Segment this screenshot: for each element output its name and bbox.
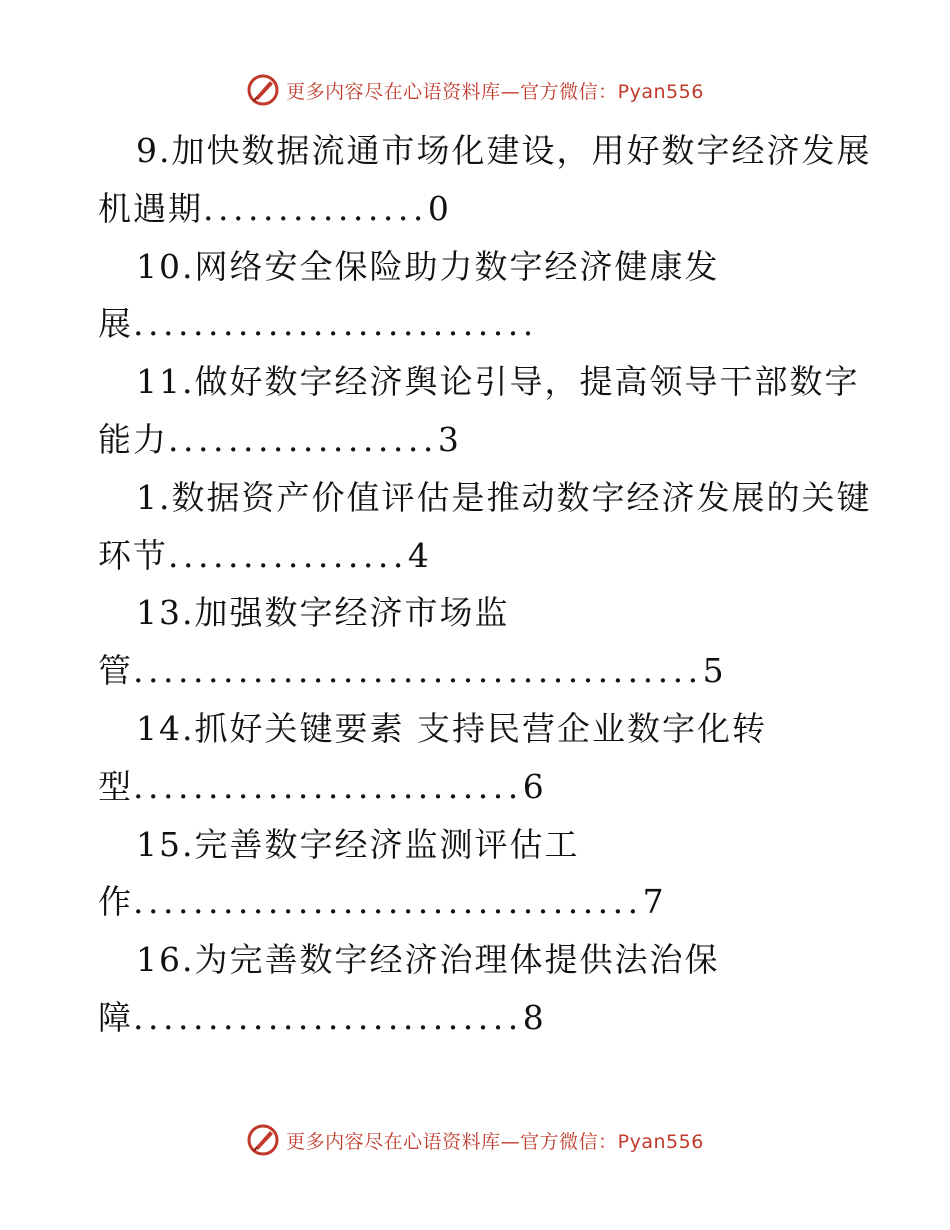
toc-page-number: 8 [522,997,546,1037]
toc-entry[interactable] [98,238,858,354]
toc-entry-continuation: 管......................................5 [98,651,726,691]
toc-page-number: 5 [702,651,726,691]
footer-banner [0,1120,950,1160]
toc-entry-title: 10.网络安全保险助力数字经济健康发 [136,246,720,286]
toc-page-number: 7 [642,882,666,922]
quill-logo-icon [246,73,280,107]
footer-banner-text: 更多内容尽在心语资料库—官方微信：Pyan556 [286,1130,704,1153]
toc-entry-title: 11.做好数字经济舆论引导，提高领导干部数字 [136,362,860,402]
toc-page-number: 0 [427,188,451,228]
toc-entry-continuation: 作..................................7 [98,882,666,922]
toc-entry-continuation: 展........................... [98,304,538,344]
toc-entry-continuation: 能力..................3 [98,419,461,459]
header-banner [0,70,950,110]
toc-entry-title: 1.数据资产价值评估是推动数字经济发展的关键 [136,477,872,517]
toc-page-number: 3 [437,419,461,459]
toc-page-number: 6 [522,766,546,806]
toc-entry[interactable] [98,931,858,1047]
toc-entry-title: 9.加快数据流通市场化建设，用好数字经济发展 [136,131,872,170]
toc-entry-title: 16.为完善数字经济治理体提供法治保 [136,940,720,980]
toc-entry-continuation: 障..........................8 [98,997,546,1037]
toc-entry[interactable] [98,353,858,469]
toc-entry-title: 14.抓好关键要素 支持民营企业数字化转 [136,708,767,748]
toc-entry-continuation: 机遇期...............0 [98,188,451,228]
toc-entry[interactable] [98,584,858,700]
toc-entry-continuation: 型..........................6 [98,766,546,806]
quill-logo-icon [246,1123,280,1157]
toc-entry-title: 15.完善数字经济监测评估工 [136,824,580,864]
toc-entry[interactable] [98,700,858,816]
toc-entry[interactable] [98,469,872,585]
header-banner-text: 更多内容尽在心语资料库—官方微信：Pyan556 [286,80,704,103]
toc-entry[interactable] [98,816,858,932]
toc-entry-title: 13.加强数字经济市场监 [136,593,510,633]
toc-entry[interactable] [98,122,872,238]
table-of-contents [98,122,872,1047]
toc-entry-continuation: 环节................4 [98,535,431,575]
toc-page-number: 4 [407,535,431,575]
